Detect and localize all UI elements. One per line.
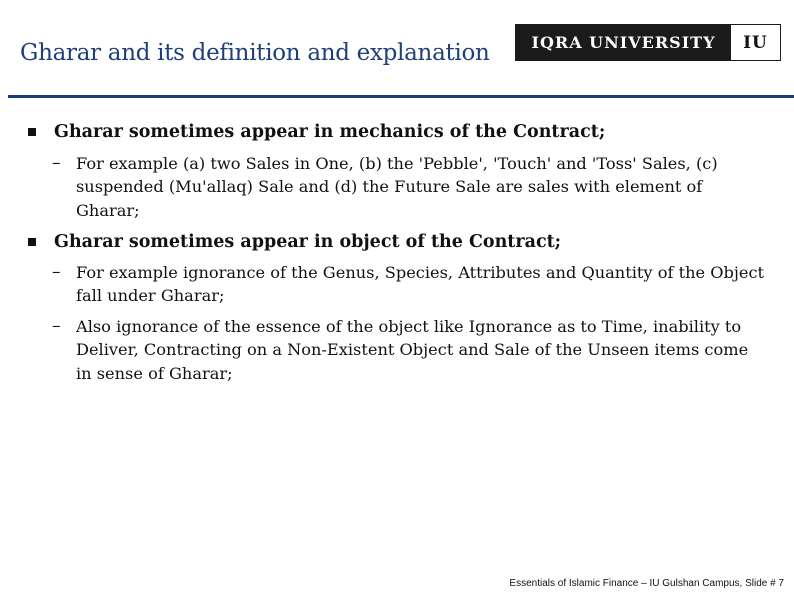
dash-bullet-icon: –	[52, 153, 61, 173]
bullet-1: Gharar sometimes appear in mechanics of the Contract;	[54, 122, 606, 142]
dash-bullet-icon: –	[52, 262, 61, 282]
bullet-1-sub-1: For example (a) two Sales in One, (b) the 'Pebble', 'Touch' and 'Toss' Sales, (c) suspended (Mu'allaq) Sale and (d) the Future Sale are sales with element of Gharar;	[76, 154, 718, 220]
slide-title: Gharar and its definition and explanation	[20, 40, 490, 66]
logo-name: IQRA UNIVERSITY	[516, 25, 731, 60]
dash-bullet-icon: –	[52, 316, 61, 336]
bullet-2-sub-2: Also ignorance of the essence of the object like Ignorance as to Time, inability to Deliver, Contracting on a Non-Existent Object and Sale of the Unseen items come in sense of Gharar;	[76, 317, 749, 383]
square-bullet-icon	[28, 238, 36, 246]
bullet-2: Gharar sometimes appear in object of the Contract;	[54, 232, 562, 252]
slide-footer: Essentials of Islamic Finance – IU Gulshan Campus, Slide # 7	[509, 578, 784, 589]
logo-abbr: IU	[731, 25, 780, 60]
bullet-2-sub-1: For example ignorance of the Genus, Species, Attributes and Quantity of the Object fall under Gharar;	[76, 263, 765, 306]
square-bullet-icon	[28, 128, 36, 136]
